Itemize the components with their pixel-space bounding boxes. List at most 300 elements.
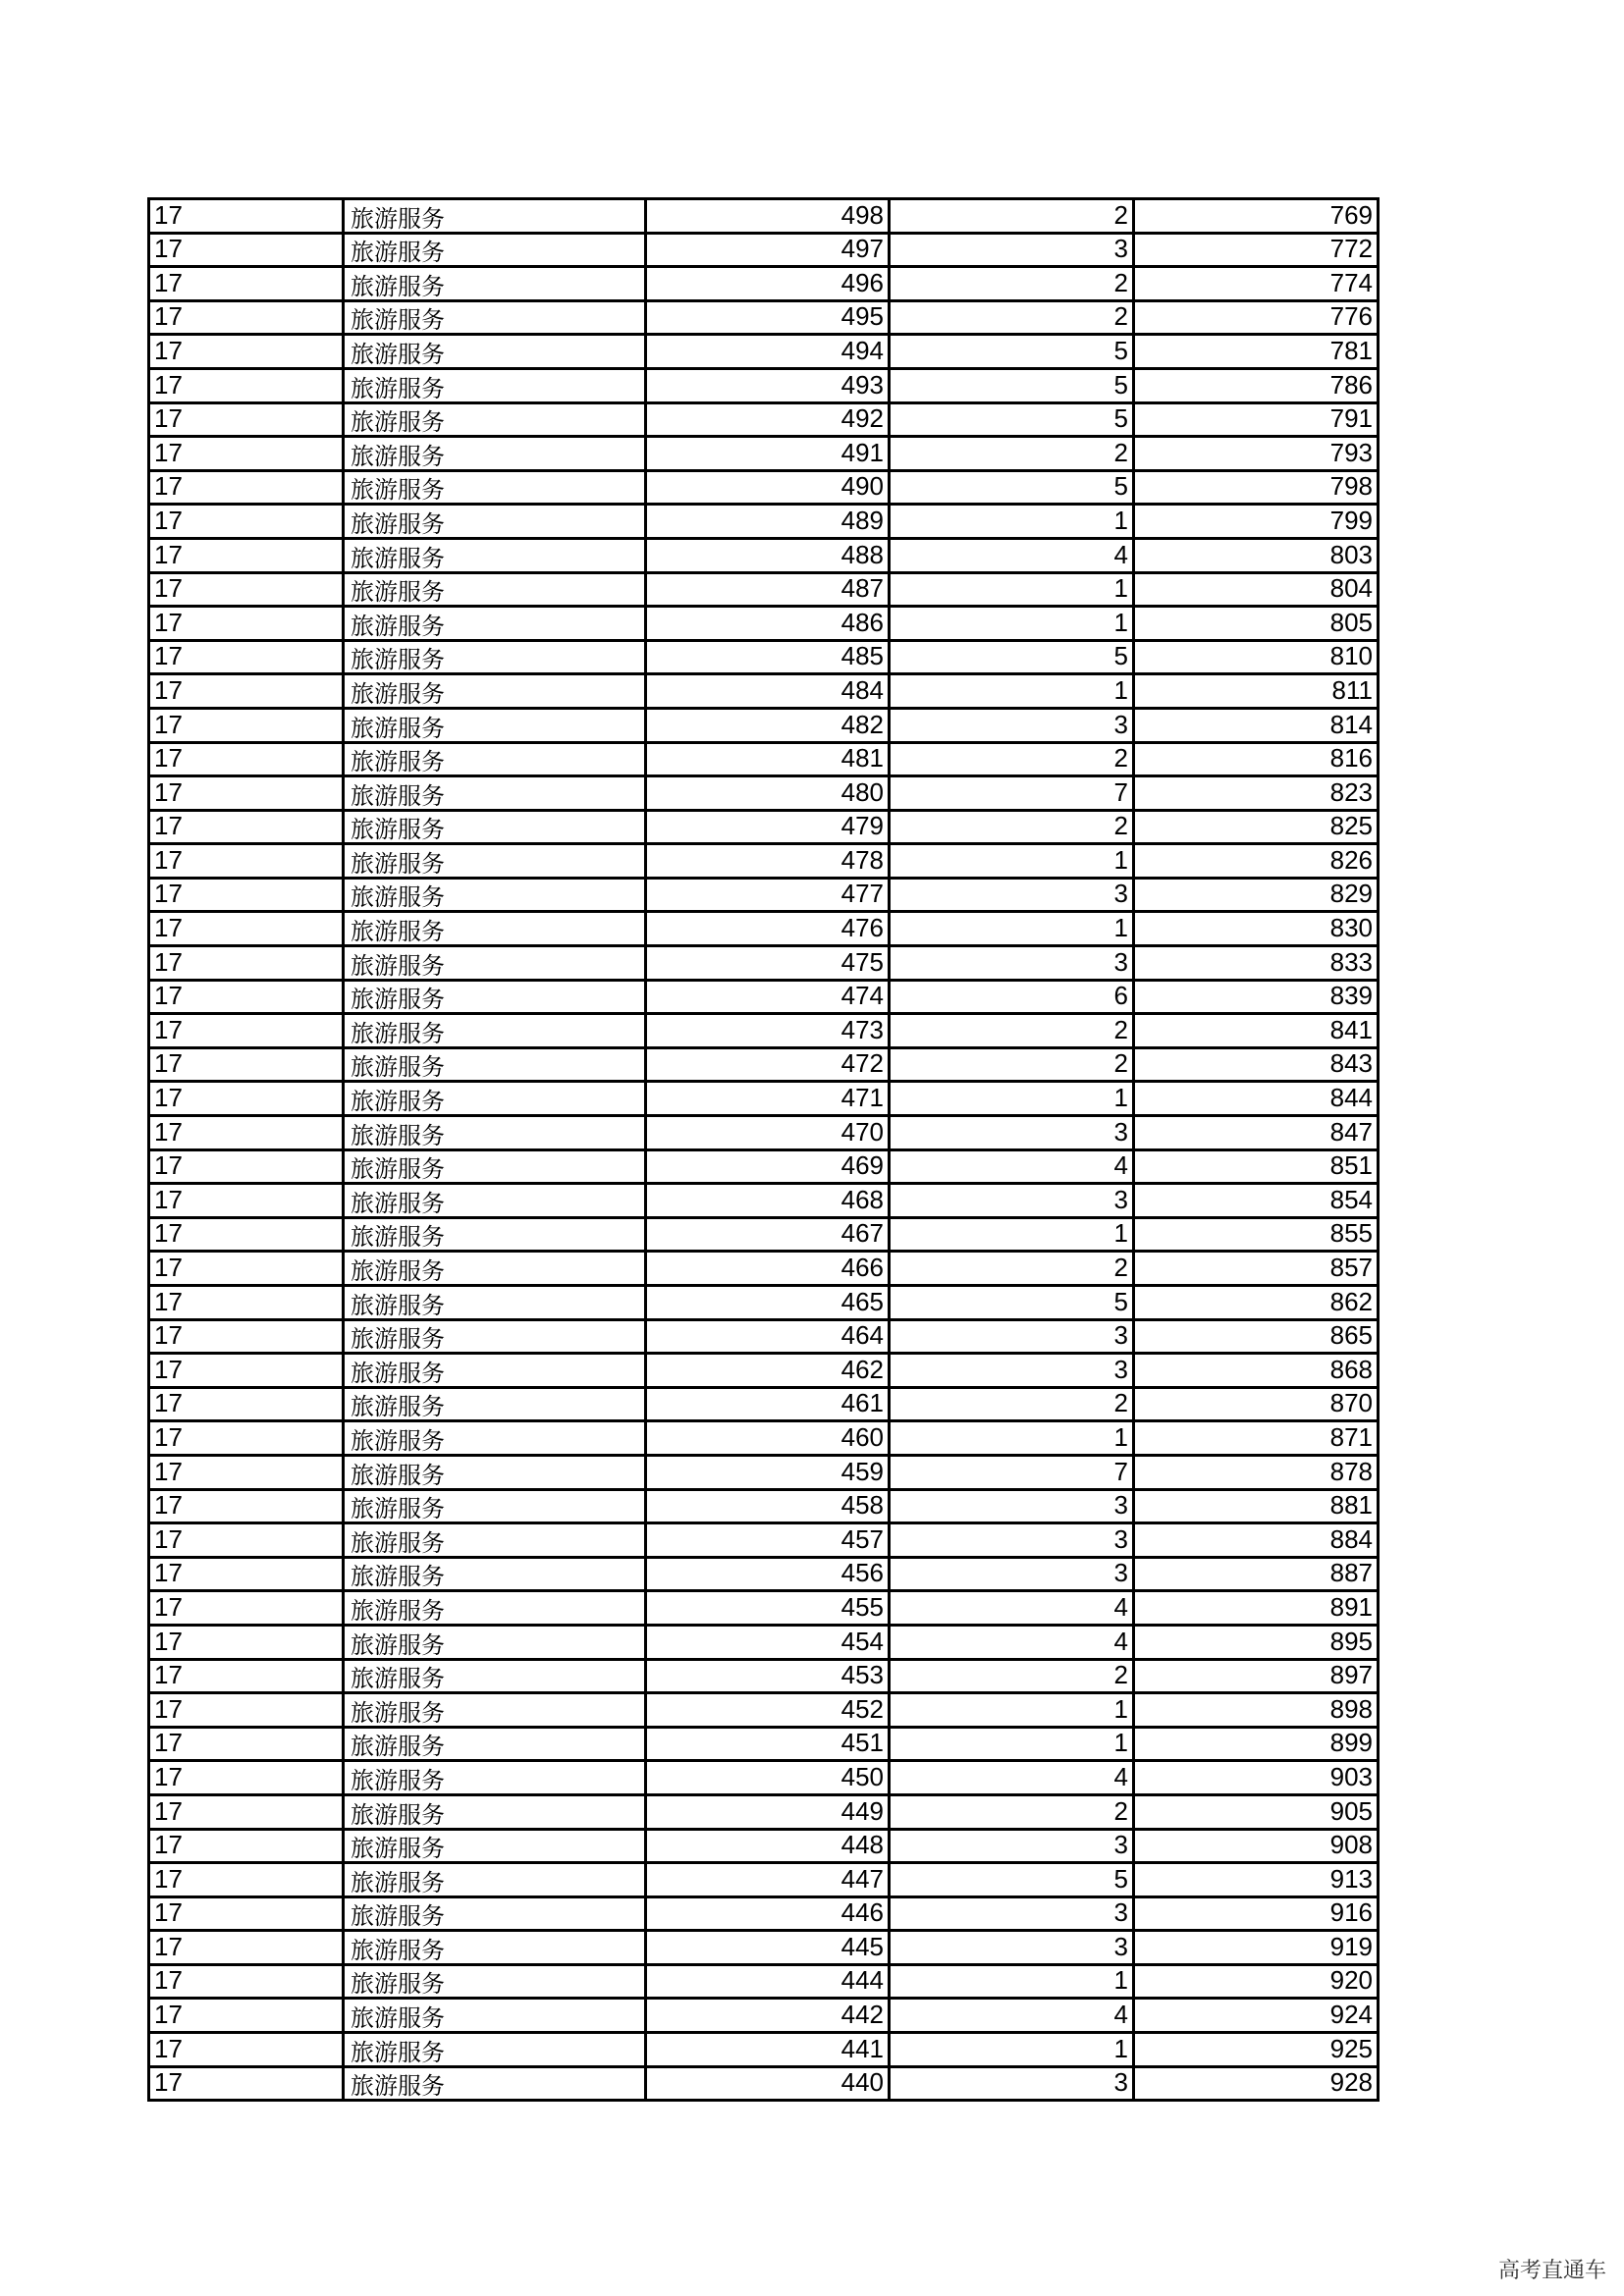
score-cell: 451 [646,1727,890,1761]
score-cell: 476 [646,912,890,946]
count-cell: 5 [890,335,1134,369]
category-name-cell: 旅游服务 [344,1489,646,1523]
category-name-cell: 旅游服务 [344,640,646,674]
score-cell: 496 [646,267,890,301]
score-cell: 465 [646,1286,890,1320]
category-code-cell: 17 [149,708,344,742]
score-cell: 484 [646,674,890,709]
table-row [149,1286,1379,1320]
count-cell: 4 [890,1999,1134,2033]
category-code-cell: 17 [149,402,344,437]
cumulative-cell: 774 [1134,267,1379,301]
score-cell: 470 [646,1116,890,1150]
score-table [147,197,1380,2102]
count-cell: 1 [890,572,1134,607]
category-name-cell: 旅游服务 [344,810,646,844]
category-code-cell: 17 [149,742,344,776]
score-cell: 453 [646,1659,890,1693]
cumulative-cell: 791 [1134,402,1379,437]
table-row [149,1421,1379,1456]
score-cell: 471 [646,1082,890,1116]
table-row [149,2033,1379,2067]
count-cell: 2 [890,1659,1134,1693]
table-row [149,402,1379,437]
category-name-cell: 旅游服务 [344,1047,646,1082]
category-code-cell: 17 [149,1421,344,1456]
table-row [149,300,1379,335]
score-cell: 467 [646,1217,890,1252]
count-cell: 5 [890,402,1134,437]
table-row [149,1761,1379,1795]
table-row [149,538,1379,572]
category-name-cell: 旅游服务 [344,1217,646,1252]
count-cell: 2 [890,199,1134,234]
count-cell: 2 [890,1387,1134,1421]
category-name-cell: 旅游服务 [344,1149,646,1184]
category-code-cell: 17 [149,912,344,946]
cumulative-cell: 851 [1134,1149,1379,1184]
category-name-cell: 旅游服务 [344,2033,646,2067]
score-cell: 481 [646,742,890,776]
cumulative-cell: 811 [1134,674,1379,709]
category-code-cell: 17 [149,1217,344,1252]
cumulative-cell: 891 [1134,1591,1379,1626]
category-code-cell: 17 [149,878,344,912]
count-cell: 2 [890,1047,1134,1082]
score-cell: 482 [646,708,890,742]
table-row [149,1829,1379,1863]
score-cell: 441 [646,2033,890,2067]
category-code-cell: 17 [149,1523,344,1558]
table-row [149,1387,1379,1421]
count-cell: 1 [890,1693,1134,1728]
count-cell: 2 [890,742,1134,776]
category-code-cell: 17 [149,538,344,572]
table-row [149,674,1379,709]
category-code-cell: 17 [149,1082,344,1116]
count-cell: 4 [890,1591,1134,1626]
table-row [149,1354,1379,1388]
category-code-cell: 17 [149,437,344,471]
category-code-cell: 17 [149,1387,344,1421]
count-cell: 3 [890,1184,1134,1218]
watermark: 高考直通车 [1497,2259,1606,2283]
score-cell: 475 [646,946,890,981]
category-code-cell: 17 [149,1489,344,1523]
category-code-cell: 17 [149,1625,344,1659]
count-cell: 2 [890,437,1134,471]
category-code-cell: 17 [149,810,344,844]
category-name-cell: 旅游服务 [344,199,646,234]
category-name-cell: 旅游服务 [344,572,646,607]
category-code-cell: 17 [149,674,344,709]
cumulative-cell: 855 [1134,1217,1379,1252]
count-cell: 1 [890,674,1134,709]
category-code-cell: 17 [149,607,344,641]
table-row [149,607,1379,641]
cumulative-cell: 870 [1134,1387,1379,1421]
table-row [149,980,1379,1014]
category-name-cell: 旅游服务 [344,1354,646,1388]
cumulative-cell: 920 [1134,1964,1379,1999]
category-code-cell: 17 [149,1693,344,1728]
table-row [149,946,1379,981]
table-row [149,1931,1379,1965]
category-code-cell: 17 [149,1354,344,1388]
cumulative-cell: 810 [1134,640,1379,674]
score-cell: 455 [646,1591,890,1626]
table-row [149,1693,1379,1728]
cumulative-cell: 843 [1134,1047,1379,1082]
table-row [149,1727,1379,1761]
category-name-cell: 旅游服务 [344,912,646,946]
cumulative-cell: 925 [1134,2033,1379,2067]
cumulative-cell: 786 [1134,368,1379,402]
category-name-cell: 旅游服务 [344,878,646,912]
table-row [149,912,1379,946]
category-name-cell: 旅游服务 [344,1286,646,1320]
category-code-cell: 17 [149,1047,344,1082]
count-cell: 5 [890,368,1134,402]
table-row [149,844,1379,879]
cumulative-cell: 913 [1134,1863,1379,1897]
category-name-cell: 旅游服务 [344,538,646,572]
count-cell: 3 [890,1319,1134,1354]
score-cell: 472 [646,1047,890,1082]
score-cell: 450 [646,1761,890,1795]
cumulative-cell: 924 [1134,1999,1379,2033]
score-table-body [149,199,1379,2101]
cumulative-cell: 928 [1134,2066,1379,2101]
category-code-cell: 17 [149,1999,344,2033]
table-row [149,2066,1379,2101]
table-row [149,470,1379,505]
table-row [149,335,1379,369]
score-cell: 444 [646,1964,890,1999]
category-code-cell: 17 [149,2033,344,2067]
category-code-cell: 17 [149,1829,344,1863]
category-code-cell: 17 [149,776,344,811]
cumulative-cell: 825 [1134,810,1379,844]
category-name-cell: 旅游服务 [344,437,646,471]
category-name-cell: 旅游服务 [344,335,646,369]
category-name-cell: 旅游服务 [344,708,646,742]
cumulative-cell: 805 [1134,607,1379,641]
category-name-cell: 旅游服务 [344,470,646,505]
table-row [149,1184,1379,1218]
score-cell: 480 [646,776,890,811]
category-name-cell: 旅游服务 [344,1829,646,1863]
category-name-cell: 旅游服务 [344,1014,646,1048]
category-name-cell: 旅游服务 [344,1761,646,1795]
category-code-cell: 17 [149,844,344,879]
category-code-cell: 17 [149,1591,344,1626]
cumulative-cell: 844 [1134,1082,1379,1116]
cumulative-cell: 897 [1134,1659,1379,1693]
category-code-cell: 17 [149,572,344,607]
table-row [149,1252,1379,1286]
table-row [149,1794,1379,1829]
count-cell: 1 [890,1082,1134,1116]
cumulative-cell: 793 [1134,437,1379,471]
category-code-cell: 17 [149,1863,344,1897]
category-name-cell: 旅游服务 [344,300,646,335]
category-name-cell: 旅游服务 [344,1794,646,1829]
category-code-cell: 17 [149,1794,344,1829]
cumulative-cell: 871 [1134,1421,1379,1456]
count-cell: 5 [890,1863,1134,1897]
cumulative-cell: 833 [1134,946,1379,981]
category-name-cell: 旅游服务 [344,1252,646,1286]
table-row [149,640,1379,674]
category-code-cell: 17 [149,1149,344,1184]
category-code-cell: 17 [149,470,344,505]
category-code-cell: 17 [149,980,344,1014]
category-name-cell: 旅游服务 [344,2066,646,2101]
table-row [149,810,1379,844]
count-cell: 4 [890,1761,1134,1795]
score-cell: 446 [646,1896,890,1931]
score-cell: 477 [646,878,890,912]
category-name-cell: 旅游服务 [344,1931,646,1965]
count-cell: 3 [890,708,1134,742]
count-cell: 2 [890,267,1134,301]
category-code-cell: 17 [149,1727,344,1761]
table-row [149,1999,1379,2033]
category-code-cell: 17 [149,1557,344,1591]
table-row [149,1217,1379,1252]
count-cell: 3 [890,2066,1134,2101]
table-row [149,368,1379,402]
category-name-cell: 旅游服务 [344,1999,646,2033]
table-row [149,199,1379,234]
cumulative-cell: 854 [1134,1184,1379,1218]
cumulative-cell: 884 [1134,1523,1379,1558]
table-row [149,1625,1379,1659]
category-name-cell: 旅游服务 [344,844,646,879]
score-cell: 473 [646,1014,890,1048]
cumulative-cell: 903 [1134,1761,1379,1795]
count-cell: 3 [890,1523,1134,1558]
score-cell: 468 [646,1184,890,1218]
score-cell: 461 [646,1387,890,1421]
count-cell: 3 [890,233,1134,267]
cumulative-cell: 839 [1134,980,1379,1014]
count-cell: 4 [890,538,1134,572]
table-row [149,505,1379,539]
score-cell: 493 [646,368,890,402]
cumulative-cell: 776 [1134,300,1379,335]
table-row [149,742,1379,776]
score-cell: 457 [646,1523,890,1558]
category-code-cell: 17 [149,2066,344,2101]
category-code-cell: 17 [149,233,344,267]
table-row [149,572,1379,607]
count-cell: 5 [890,640,1134,674]
cumulative-cell: 823 [1134,776,1379,811]
cumulative-cell: 803 [1134,538,1379,572]
score-cell: 485 [646,640,890,674]
category-code-cell: 17 [149,267,344,301]
category-name-cell: 旅游服务 [344,1964,646,1999]
score-cell: 495 [646,300,890,335]
cumulative-cell: 865 [1134,1319,1379,1354]
count-cell: 3 [890,1931,1134,1965]
count-cell: 2 [890,810,1134,844]
table-row [149,1149,1379,1184]
category-code-cell: 17 [149,1455,344,1489]
score-cell: 445 [646,1931,890,1965]
count-cell: 3 [890,1557,1134,1591]
score-cell: 456 [646,1557,890,1591]
count-cell: 4 [890,1625,1134,1659]
count-cell: 1 [890,2033,1134,2067]
cumulative-cell: 916 [1134,1896,1379,1931]
count-cell: 2 [890,1252,1134,1286]
category-name-cell: 旅游服务 [344,742,646,776]
table-row [149,708,1379,742]
table-row [149,267,1379,301]
cumulative-cell: 908 [1134,1829,1379,1863]
count-cell: 1 [890,1421,1134,1456]
category-code-cell: 17 [149,1931,344,1965]
cumulative-cell: 857 [1134,1252,1379,1286]
table-row [149,776,1379,811]
cumulative-cell: 841 [1134,1014,1379,1048]
category-name-cell: 旅游服务 [344,233,646,267]
category-name-cell: 旅游服务 [344,1116,646,1150]
count-cell: 2 [890,300,1134,335]
count-cell: 4 [890,1149,1134,1184]
category-name-cell: 旅游服务 [344,1659,646,1693]
cumulative-cell: 895 [1134,1625,1379,1659]
category-name-cell: 旅游服务 [344,1727,646,1761]
count-cell: 6 [890,980,1134,1014]
score-cell: 489 [646,505,890,539]
table-row [149,1557,1379,1591]
table-row [149,1489,1379,1523]
score-cell: 498 [646,199,890,234]
category-code-cell: 17 [149,1252,344,1286]
category-name-cell: 旅游服务 [344,267,646,301]
score-cell: 469 [646,1149,890,1184]
category-name-cell: 旅游服务 [344,1557,646,1591]
score-cell: 488 [646,538,890,572]
count-cell: 3 [890,1896,1134,1931]
count-cell: 1 [890,1964,1134,1999]
category-code-cell: 17 [149,946,344,981]
score-cell: 462 [646,1354,890,1388]
category-code-cell: 17 [149,1116,344,1150]
score-cell: 442 [646,1999,890,2033]
category-name-cell: 旅游服务 [344,1693,646,1728]
table-row [149,1896,1379,1931]
score-cell: 497 [646,233,890,267]
score-cell: 458 [646,1489,890,1523]
count-cell: 3 [890,1829,1134,1863]
count-cell: 1 [890,1217,1134,1252]
count-cell: 1 [890,912,1134,946]
category-code-cell: 17 [149,1014,344,1048]
category-name-cell: 旅游服务 [344,1455,646,1489]
count-cell: 7 [890,1455,1134,1489]
cumulative-cell: 919 [1134,1931,1379,1965]
category-name-cell: 旅游服务 [344,1421,646,1456]
category-name-cell: 旅游服务 [344,505,646,539]
table-row [149,1047,1379,1082]
category-code-cell: 17 [149,335,344,369]
cumulative-cell: 847 [1134,1116,1379,1150]
cumulative-cell: 881 [1134,1489,1379,1523]
category-name-cell: 旅游服务 [344,1319,646,1354]
category-code-cell: 17 [149,1761,344,1795]
cumulative-cell: 905 [1134,1794,1379,1829]
category-name-cell: 旅游服务 [344,1591,646,1626]
category-code-cell: 17 [149,1319,344,1354]
category-code-cell: 17 [149,1184,344,1218]
cumulative-cell: 772 [1134,233,1379,267]
score-cell: 478 [646,844,890,879]
category-code-cell: 17 [149,300,344,335]
score-cell: 490 [646,470,890,505]
cumulative-cell: 862 [1134,1286,1379,1320]
count-cell: 1 [890,607,1134,641]
table-row [149,1116,1379,1150]
category-name-cell: 旅游服务 [344,1387,646,1421]
score-cell: 449 [646,1794,890,1829]
table-row [149,1523,1379,1558]
score-cell: 466 [646,1252,890,1286]
score-cell: 447 [646,1863,890,1897]
category-name-cell: 旅游服务 [344,1863,646,1897]
count-cell: 3 [890,878,1134,912]
score-cell: 479 [646,810,890,844]
table-row [149,1863,1379,1897]
score-cell: 487 [646,572,890,607]
score-cell: 454 [646,1625,890,1659]
score-cell: 486 [646,607,890,641]
score-cell: 459 [646,1455,890,1489]
table-row [149,437,1379,471]
score-cell: 491 [646,437,890,471]
count-cell: 3 [890,1116,1134,1150]
count-cell: 3 [890,946,1134,981]
count-cell: 2 [890,1014,1134,1048]
category-code-cell: 17 [149,1964,344,1999]
category-code-cell: 17 [149,1659,344,1693]
score-cell: 474 [646,980,890,1014]
table-row [149,1964,1379,1999]
count-cell: 1 [890,505,1134,539]
count-cell: 5 [890,1286,1134,1320]
category-name-cell: 旅游服务 [344,1896,646,1931]
count-cell: 3 [890,1489,1134,1523]
cumulative-cell: 898 [1134,1693,1379,1728]
score-cell: 460 [646,1421,890,1456]
count-cell: 2 [890,1794,1134,1829]
category-name-cell: 旅游服务 [344,674,646,709]
category-name-cell: 旅游服务 [344,1184,646,1218]
score-cell: 464 [646,1319,890,1354]
cumulative-cell: 830 [1134,912,1379,946]
category-code-cell: 17 [149,505,344,539]
category-code-cell: 17 [149,1286,344,1320]
category-code-cell: 17 [149,199,344,234]
cumulative-cell: 887 [1134,1557,1379,1591]
table-row [149,1014,1379,1048]
score-cell: 448 [646,1829,890,1863]
table-row [149,1319,1379,1354]
